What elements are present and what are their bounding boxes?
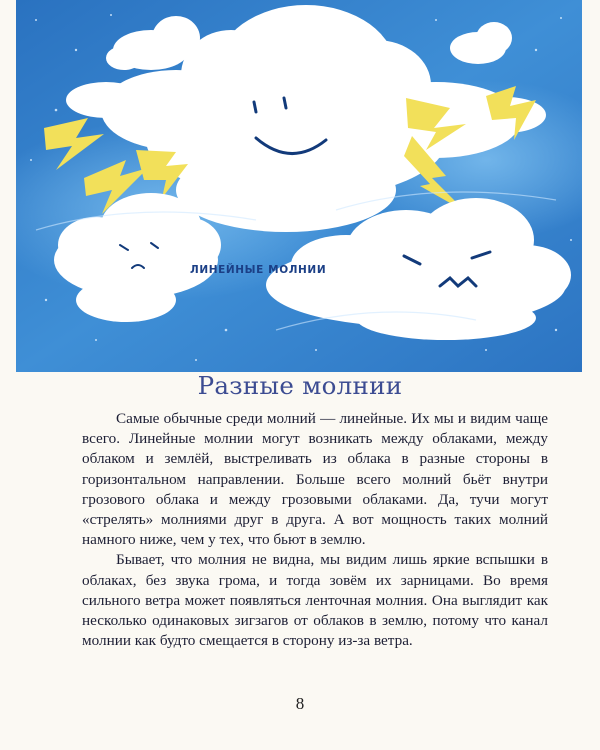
- illustration-caption: ЛИНЕЙНЫЕ МОЛНИИ: [190, 264, 327, 276]
- page-heading: Разные молнии: [197, 371, 403, 400]
- body-text: [82, 409, 548, 651]
- page-number: 8: [295, 694, 305, 713]
- paragraph-heat-ribbon-lightning: Бывает, что молния не видна, мы видим лишь яркие вспышки в облаках, без звука грома, и тогда зовём их зарницами. Во время сильного ветра может появляться ленточная молния. Она выглядит как несколько одинаковых зигзагов от облаков в землю, потому что канал молнии как будто смещается в сторону из-за ветра.: [82, 551, 548, 650]
- paragraph-linear-lightning: Самые обычные среди молний — линейные. Их мы и видим чаще всего. Линейные молнии могут возникать между облаками, между облаком и землёй, выстреливать из облака в разные стороны в горизонтальном направлении. Больше всего молний бьёт внутри грозового облака и между грозовыми облаками. Да, тучи могут «стрелять» молниями друг в друга. А вот мощность таких молний намного ниже, чем у тех, что бьют в землю.: [82, 410, 548, 549]
- storm-clouds-illustration: [16, 0, 582, 372]
